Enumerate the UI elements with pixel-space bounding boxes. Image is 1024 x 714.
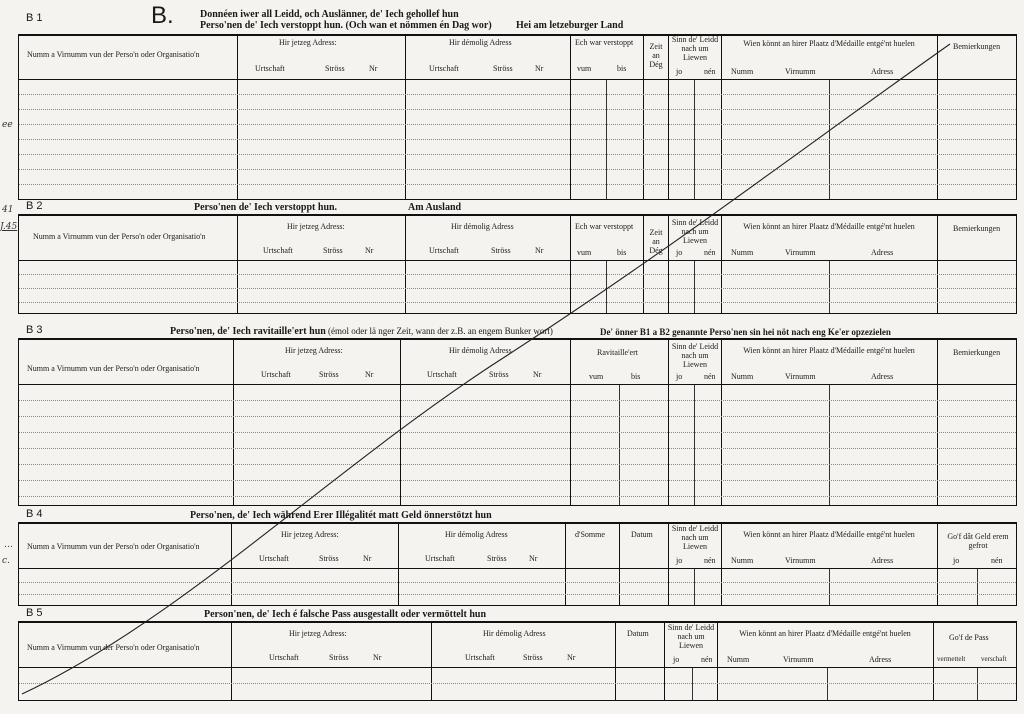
sub-to: bis <box>617 248 627 257</box>
section-b2 <box>18 200 1017 316</box>
col-hidden-header: Ech war verstoppt <box>575 38 634 47</box>
sub-nr: Nr <box>363 554 372 563</box>
col-former-address-header: Hir démolig Adress <box>449 346 512 355</box>
col-remarks-header: Bemierkungen <box>953 42 1001 51</box>
sub-no: nén <box>701 655 713 664</box>
sub-city: Urtschaft <box>269 653 299 662</box>
col-medal-header: Wien könnt an hirer Plaatz d'Médaille entgé'nt huelen <box>743 346 915 355</box>
col-remarks-header: Bemierkungen <box>953 348 1001 357</box>
sub-name: Numm <box>731 372 754 381</box>
margin-mark-2: 41 <box>2 205 14 215</box>
sub-address: Adress <box>869 655 892 664</box>
sub-street: Ströss <box>487 554 507 563</box>
col-former-address-header: Hir démolig Adress <box>445 530 508 539</box>
col-current-address-header: Hir jetzeg Adress: <box>281 530 339 539</box>
sub-street: Ströss <box>329 653 349 662</box>
sub-no: nén <box>704 372 716 381</box>
sub-nr: Nr <box>567 653 576 662</box>
col-risk-header: Sinn de' Leidd nach um Liewen <box>671 342 719 369</box>
form-letter: B. <box>151 2 174 29</box>
col-name-header: Numm a Virnumm vun der Perso'n oder Organisatio'n <box>27 542 200 551</box>
sub-nr: Nr <box>365 246 374 255</box>
margin-mark-5: c. <box>2 556 10 566</box>
col-risk-header: Sinn de' Leidd nach um Liewen <box>671 218 719 245</box>
section-b1 <box>18 2 1017 200</box>
sub-street: Ströss <box>325 64 345 73</box>
margin-mark-1: ee <box>2 120 13 130</box>
section-b5-table <box>18 621 1017 701</box>
sub-yes: jo <box>676 67 683 76</box>
section-b1-title-line2: Perso'nen de' Iech verstoppt hun. (Och wan et nömmen én Dag wor) <box>200 20 492 31</box>
sub-street: Ströss <box>323 246 343 255</box>
sub-city: Urtschaft <box>429 246 459 255</box>
sub-address: Adress <box>871 248 894 257</box>
sub-pass-arranged: vermettelt <box>937 655 966 663</box>
sub-street: Ströss <box>493 64 513 73</box>
col-time-header: Zeit an Dég <box>649 228 663 255</box>
sub-no: nén <box>704 248 716 257</box>
col-time-header: Zeit an Dég <box>649 42 663 69</box>
col-name-header: Numm a Virnumm vun der Perso'n oder Organisatio'n <box>33 232 206 241</box>
sub-street: Ströss <box>523 653 543 662</box>
section-b2-table <box>18 214 1017 314</box>
section-b1-table <box>18 34 1017 200</box>
col-current-address-header: Hir jetzeg Adress: <box>285 346 343 355</box>
sub-street: Ströss <box>319 370 339 379</box>
sub-address: Adress <box>871 372 894 381</box>
section-b4-table <box>18 522 1017 606</box>
sub-name: Numm <box>731 556 754 565</box>
sub-city: Urtschaft <box>261 370 291 379</box>
col-name-header: Numm a Virnumm vun der Perso'n oder Organisatio'n <box>27 643 200 652</box>
col-medal-header: Wien könnt an hirer Plaatz d'Médaille entgé'nt huelen <box>743 222 915 231</box>
sub-street: Ströss <box>491 246 511 255</box>
sub-name: Numm <box>731 248 754 257</box>
sub-nr: Nr <box>533 370 542 379</box>
section-b4-code: B 4 <box>26 508 43 520</box>
sub-yes: jo <box>676 372 683 381</box>
col-date-header: Datum <box>627 629 649 638</box>
section-b1-title-line1: Donnéen iwer all Leidd, och Auslänner, de' Iech gehollef hun <box>200 9 459 20</box>
sub-money-no: nén <box>991 556 1003 565</box>
sub-first: Virnumm <box>783 655 814 664</box>
sub-first: Virnumm <box>785 67 816 76</box>
margin-mark-3: J.45 <box>0 222 18 232</box>
section-b1-code: B 1 <box>26 12 43 24</box>
col-name-header: Numm a Virnumm vun der Perso'n oder Organisatio'n <box>27 50 200 59</box>
sub-name: Numm <box>727 655 750 664</box>
section-b3-title-right: De' önner B1 a B2 genannte Perso'nen sin hei nöt nach eng Ke'er opzezielen <box>600 327 891 337</box>
section-b1-title-place: Hei am letzeburger Land <box>516 20 624 31</box>
margin-mark-4: … <box>4 540 13 550</box>
col-risk-header: Sinn de' Leidd nach um Liewen <box>671 524 719 551</box>
section-b4-title: Perso'nen, de' Iech während Erer Illégalitét matt Geld önnerstötzt hun <box>190 510 492 521</box>
sub-from: vum <box>589 372 604 381</box>
sub-pass-procured: verschaft <box>981 655 1007 663</box>
col-fed-header: Ravitaille'ert <box>597 348 638 357</box>
sub-nr: Nr <box>529 554 538 563</box>
sub-first: Virnumm <box>785 556 816 565</box>
sub-name: Numm <box>731 67 754 76</box>
col-name-header: Numm a Virnumm vun der Perso'n oder Organisatio'n <box>27 364 200 373</box>
sub-city: Urtschaft <box>425 554 455 563</box>
col-sum-header: d'Somme <box>575 530 605 539</box>
sub-city: Urtschaft <box>465 653 495 662</box>
sub-no: nén <box>704 556 716 565</box>
col-hidden-header: Ech war verstoppt <box>575 222 634 231</box>
sub-nr: Nr <box>535 64 544 73</box>
sub-street: Ströss <box>319 554 339 563</box>
sub-first: Virnumm <box>785 248 816 257</box>
col-medal-header: Wien könnt an hirer Plaatz d'Médaille entgé'nt huelen <box>743 530 915 539</box>
section-b3-title: Perso'nen, de' Iech ravitaille'ert hun <box>170 326 326 337</box>
section-b3-title-note: (émol oder lä nger Zeit, wann der z.B. an engem Bunker wort) <box>328 326 553 336</box>
section-b2-title: Perso'nen de' Iech verstoppt hun. <box>194 202 338 213</box>
col-money-returned-header: Go'f dât Geld erem gefrot <box>947 532 1009 550</box>
col-medal-header: Wien könnt an hirer Plaatz d'Médaille entgé'nt huelen <box>743 39 915 48</box>
col-risk-header: Sinn de' Leidd nach um Liewen <box>671 35 719 62</box>
sub-nr: Nr <box>373 653 382 662</box>
sub-to: bis <box>617 64 627 73</box>
sub-yes: jo <box>676 248 683 257</box>
sub-money-yes: jo <box>953 556 960 565</box>
section-b4 <box>18 508 1017 608</box>
col-date-header: Datum <box>631 530 653 539</box>
col-current-address-header: Hir jetzeg Adress: <box>287 222 345 231</box>
sub-nr: Nr <box>365 370 374 379</box>
col-current-address-header: Hir jetzeg Adress: <box>289 629 347 638</box>
col-pass-header: Go'f de Pass <box>949 633 989 642</box>
section-b2-title-place: Am Ausland <box>408 202 462 213</box>
sub-yes: jo <box>676 556 683 565</box>
col-medal-header: Wien könnt an hirer Plaatz d'Médaille entgé'nt huelen <box>739 629 911 638</box>
section-b3 <box>18 324 1017 508</box>
sub-city: Urtschaft <box>427 370 457 379</box>
col-former-address-header: Hir démolig Adress <box>451 222 514 231</box>
section-b5-code: B 5 <box>26 607 43 619</box>
sub-city: Urtschaft <box>263 246 293 255</box>
sub-nr: Nr <box>535 246 544 255</box>
sub-city: Urtschaft <box>429 64 459 73</box>
sub-city: Urtschaft <box>255 64 285 73</box>
section-b2-code: B 2 <box>26 200 43 212</box>
sub-from: vum <box>577 64 592 73</box>
sub-address: Adress <box>871 67 894 76</box>
sub-yes: jo <box>673 655 680 664</box>
col-former-address-header: Hir démolig Adress <box>449 38 512 47</box>
section-b5-title: Person'nen, de' Iech é falsche Pass ausgestallt oder vermöttelt hun <box>204 609 487 620</box>
col-risk-header: Sinn de' Leidd nach um Liewen <box>667 623 715 650</box>
sub-nr: Nr <box>369 64 378 73</box>
col-former-address-header: Hir démolig Adress <box>483 629 546 638</box>
section-b5 <box>18 607 1017 707</box>
sub-address: Adress <box>871 556 894 565</box>
sub-no: nén <box>704 67 716 76</box>
section-b3-table <box>18 338 1017 506</box>
sub-street: Ströss <box>489 370 509 379</box>
sub-from: vum <box>577 248 592 257</box>
col-current-address-header: Hir jetzeg Adress: <box>279 38 337 47</box>
sub-city: Urtschaft <box>259 554 289 563</box>
section-b3-code: B 3 <box>26 324 43 336</box>
col-remarks-header: Bemierkungen <box>953 224 1001 233</box>
sub-to: bis <box>631 372 641 381</box>
sub-first: Virnumm <box>785 372 816 381</box>
section-b1-header <box>18 2 1017 36</box>
